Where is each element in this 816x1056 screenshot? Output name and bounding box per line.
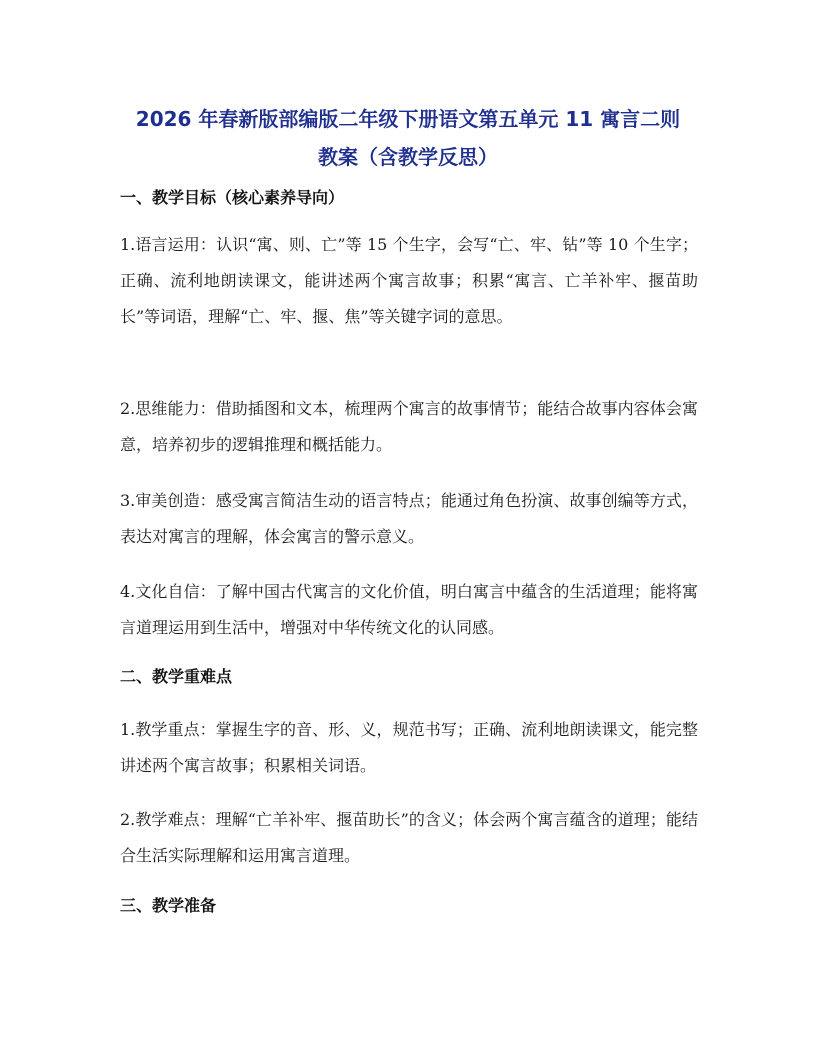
- title-line-2: 教案（含教学反思）: [318, 145, 498, 169]
- paragraph-objective-1: 1.语言运用：认识“寓、则、亡”等 15 个生字，会写“亡、牢、钻”等 10 个生字；正确、流利地朗读课文，能讲述两个寓言故事；积累“寓言、亡羊补牢、揠苗助长”等词语，理解“亡、牢、揠、焦”等关键字词的意思。: [120, 235, 698, 326]
- paragraph-key-point-2: 2.教学难点：理解“亡羊补牢、揠苗助长”的含义；体会两个寓言蕴含的道理；能结合生活实际理解和运用寓言道理。: [120, 810, 698, 865]
- paragraph-objective-3: 3.审美创造：感受寓言简洁生动的语言特点；能通过角色扮演、故事创编等方式，表达对寓言的理解，体会寓言的警示意义。: [120, 491, 698, 546]
- title-line-1: 2026 年春新版部编版二年级下册语文第五单元 11 寓言二则: [135, 107, 681, 131]
- document-title: [100, 100, 716, 176]
- section-heading-objectives: 一、教学目标（核心素养导向）: [120, 188, 345, 207]
- section-heading-key-points: 二、教学重难点: [120, 667, 233, 686]
- paragraph-objective-2: 2.思维能力：借助插图和文本，梳理两个寓言的故事情节；能结合故事内容体会寓意，培养初步的逻辑推理和概括能力。: [120, 399, 698, 454]
- section-heading-preparation: 三、教学准备: [120, 896, 217, 915]
- paragraph-key-point-1: 1.教学重点：掌握生字的音、形、义，规范书写；正确、流利地朗读课文，能完整讲述两个寓言故事；积累相关词语。: [120, 720, 698, 775]
- paragraph-objective-4: 4.文化自信：了解中国古代寓言的文化价值，明白寓言中蕴含的生活道理；能将寓言道理运用到生活中，增强对中华传统文化的认同感。: [120, 582, 698, 637]
